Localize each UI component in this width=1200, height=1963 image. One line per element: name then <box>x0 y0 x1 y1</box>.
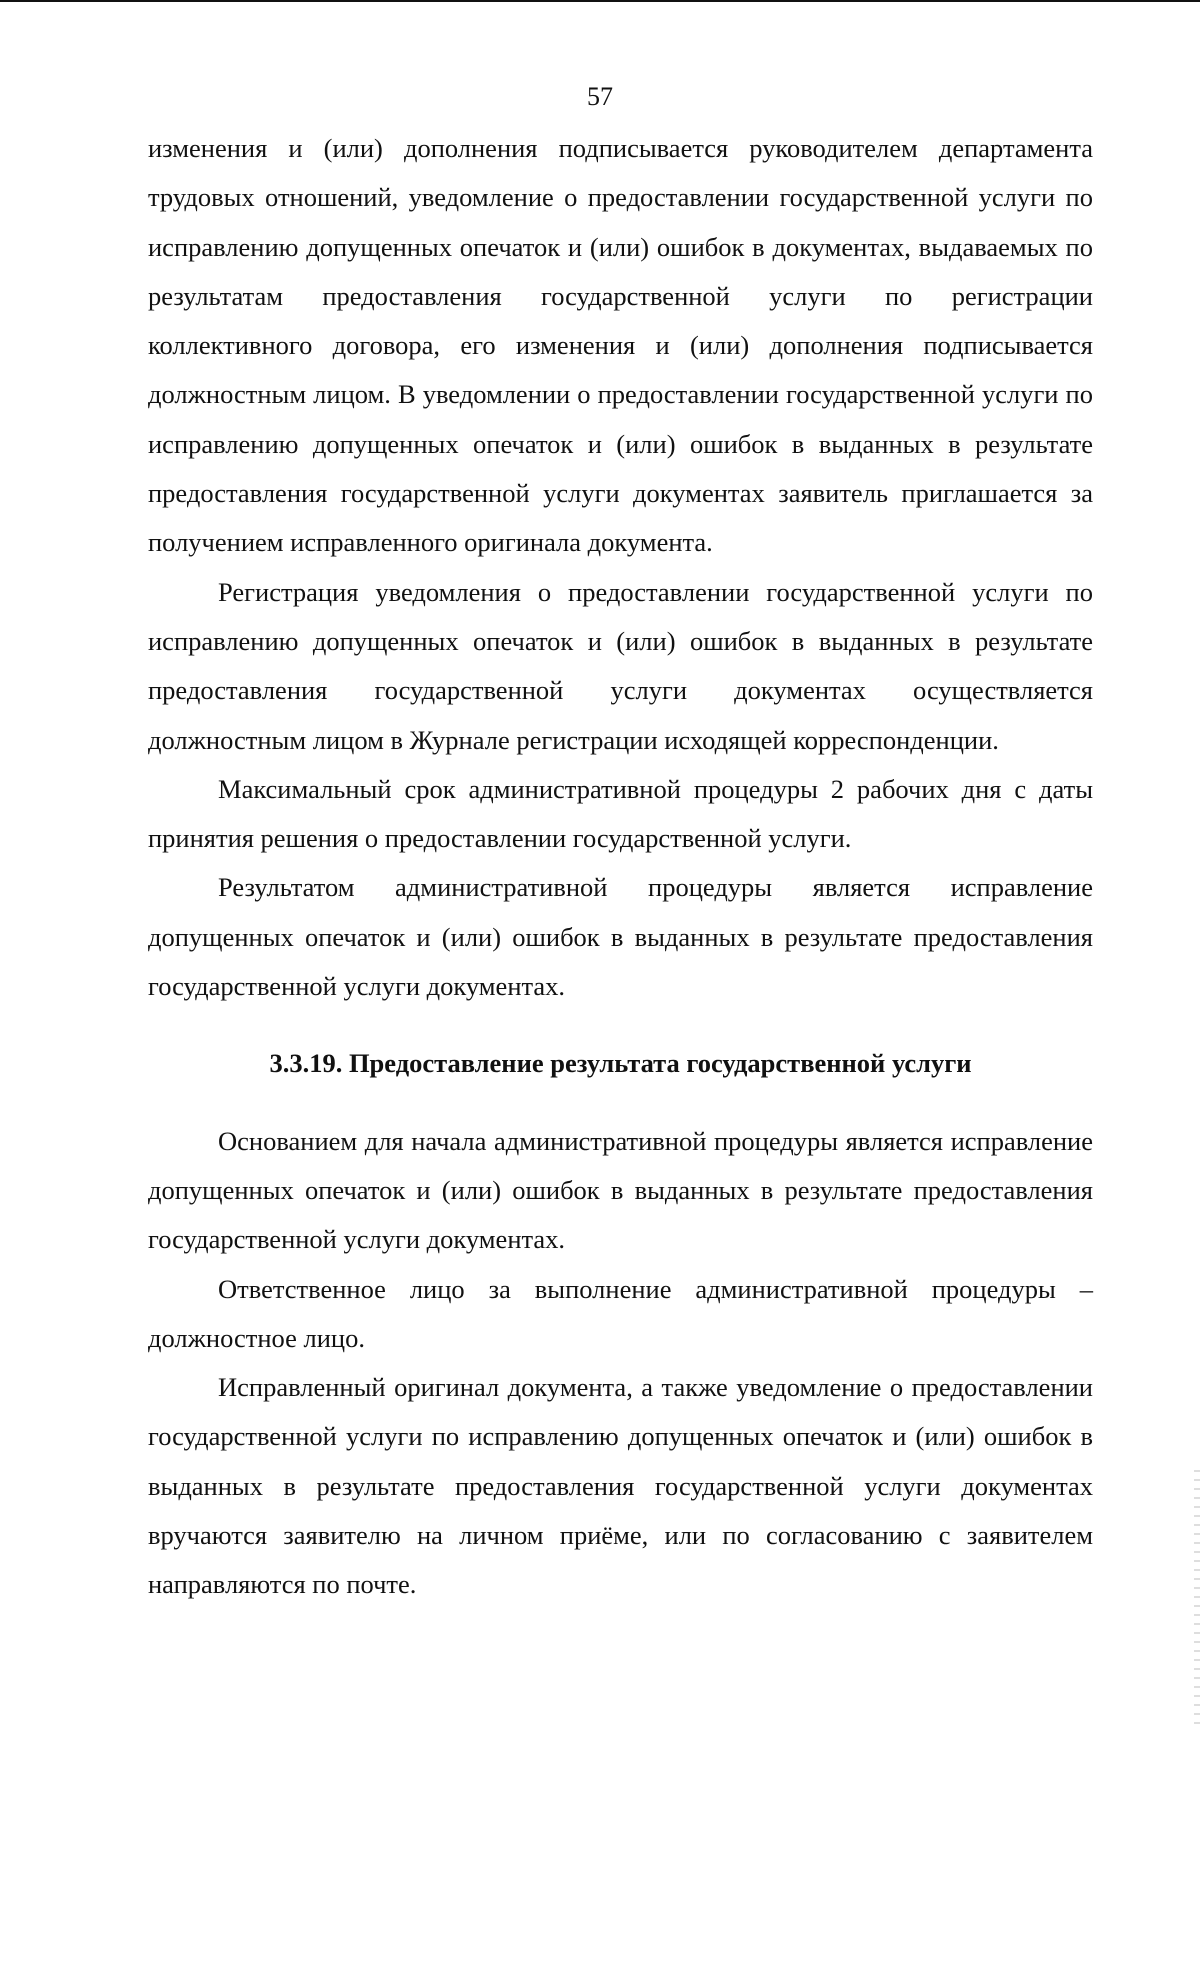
paragraph: Регистрация уведомления о предоставлении государственной услуги по исправлению допущенных опечаток и (или) ошибок в выданных в результате предоставления государственной услуги документах осуществляется должностным лицом в Журнале регистрации исходящей корреспонденции. <box>148 576 1093 755</box>
paragraph: Исправленный оригинал документа, а также уведомление о предоставлении государственной услуги по исправлению допущенных опечаток и (или) ошибок в выданных в результате предоставления государственной услуги документах вручаются заявителю на личном приёме, или по согласованию с заявителем направляются по почте. <box>148 1372 1093 1600</box>
top-edge-rule <box>0 0 1200 2</box>
paragraph: Ответственное лицо за выполнение административной процедуры – должностное лицо. <box>148 1273 1093 1353</box>
paragraph: изменения и (или) дополнения подписывается руководителем департамента трудовых отношений, уведомление о предоставлении государственной услуги по исправлению допущенных опечаток и (или) ошибок в документах, выдаваемых по результатам предоставления государственной услуги по регистрации коллективного договора, его изменения и (или) дополнения подписывается должностным лицом. В уведомлении о предоставлении государственной услуги по исправлению допущенных опечаток и (или) ошибок в выданных в результате предоставления государственной услуги документах заявитель приглашается за получением исправленного оригинала документа. <box>148 133 1093 558</box>
section-heading: 3.3.19. Предоставление результата государственной услуги <box>269 1048 972 1079</box>
paragraph: Результатом административной процедуры является исправление допущенных опечаток и (или) ошибок в выданных в результате предоставления государственной услуги документах. <box>148 872 1093 1002</box>
document-body <box>148 124 1093 1610</box>
scan-edge-specks <box>1194 1470 1200 1730</box>
paragraph: Максимальный срок административной процедуры 2 рабочих дня с даты принятия решения о предоставлении государственной услуги. <box>148 773 1093 854</box>
paragraph: Основанием для начала административной процедуры является исправление допущенных опечаток и (или) ошибок в выданных в результате предоставления государственной услуги документах. <box>148 1125 1093 1255</box>
page-number: 57 <box>587 82 613 111</box>
